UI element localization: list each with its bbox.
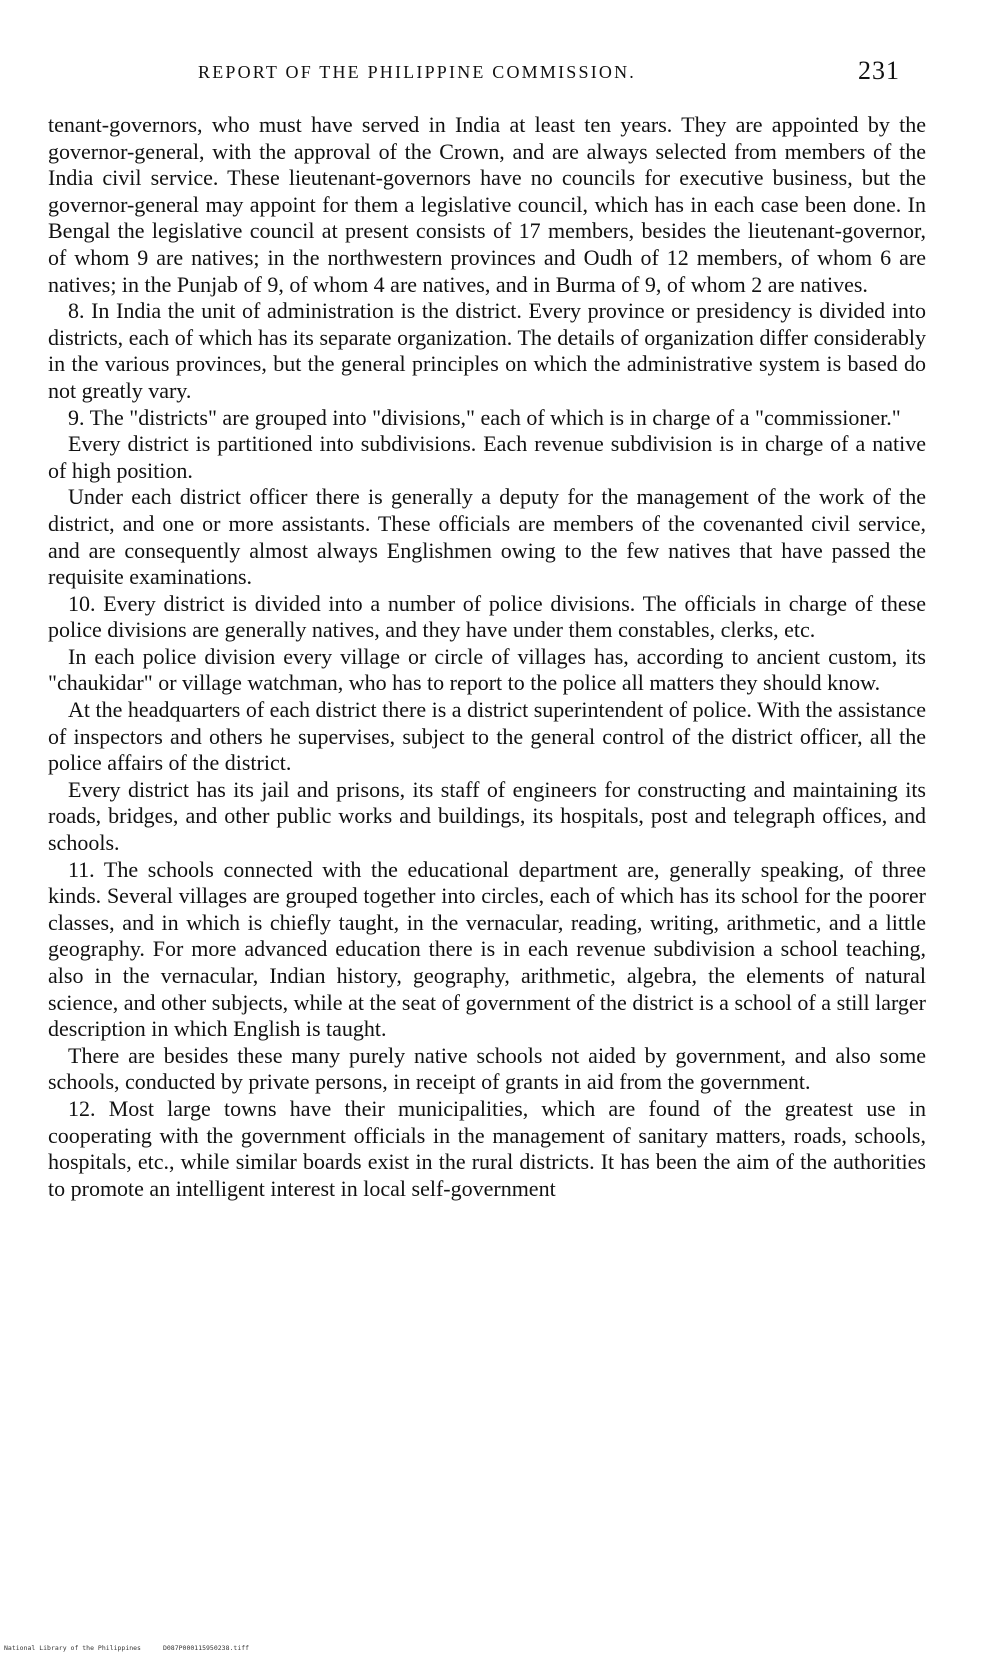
paragraph-5: Under each district officer there is generally a deputy for the management of the work of the district, and one or more assistants. These officials are members of the covenanted civil service, and are consequently almost always Englishmen owing to the few natives that have passed the requisite examinations. xyxy=(48,484,926,590)
page-number: 231 xyxy=(858,56,900,85)
scan-footer xyxy=(4,1644,271,1652)
paragraph-6: 10. Every district is divided into a number of police divisions. The officials in charge of these police divisions are generally natives, and they have under them constables, clerks, etc. xyxy=(48,590,926,643)
running-title: REPORT OF THE PHILIPPINE COMMISSION. xyxy=(198,62,637,82)
paragraph-2: 8. In India the unit of administration is the district. Every province or presidency is divided into districts, each of which has its separate organization. The details of organization differ considerably in the various provinces, but the general principles on which the administrative system is based do not greatly vary. xyxy=(48,298,926,403)
body-text xyxy=(48,112,926,1202)
paragraph-10: 11. The schools connected with the educational department are, generally speaking, of three kinds. Several villages are grouped together into circles, each of which has its school for the poorer classes, and in which is chiefly taught, in the vernacular, reading, writing, arithmetic, and a little geography. For more advanced education there is in each revenue subdivision a school teaching, also in the vernacular, Indian history, geography, arithmetic, algebra, the elements of natural science, and other subjects, while at the seat of government of the district is a school of a still larger description in which English is taught. xyxy=(48,856,926,1042)
paragraph-12: 12. Most large towns have their municipalities, which are found of the greatest use in cooperating with the government officials in the management of sanitary matters, roads, schools, hospitals, etc., while similar boards exist in the rural districts. It has been the aim of the authorities to promote an intelligent interest in local self-government xyxy=(48,1095,926,1201)
footer-library: National Library of the Philippines xyxy=(4,1644,141,1652)
paragraph-4: Every district is partitioned into subdivisions. Each revenue subdivision is in charge of a native of high position. xyxy=(48,431,926,483)
paragraph-1: tenant-governors, who must have served in India at least ten years. They are appointed by the governor-general, with the approval of the Crown, and are always selected from members of the India civil service. These lieutenant-governors have no councils for executive business, but the governor-general may appoint for them a legislative council, which has in each case been done. In Bengal the legislative council at present consists of 17 members, besides the lieutenant-governor, of whom 9 are natives; in the northwestern provinces and Oudh of 12 members, of whom 6 are natives; in the Punjab of 9, of whom 4 are natives, and in Burma of 9, of whom 2 are natives. xyxy=(48,112,926,297)
paragraph-9: Every district has its jail and prisons, its staff of engineers for constructing and maintaining its roads, bridges, and other public works and buildings, its hospitals, post and telegraph offices, and schools. xyxy=(48,776,926,856)
paragraph-3: 9. The "districts" are grouped into "divisions," each of which is in charge of a "commissioner." xyxy=(68,404,901,430)
running-header xyxy=(0,56,1003,88)
paragraph-11: There are besides these many purely native schools not aided by government, and also some schools, conducted by private persons, in receipt of grants in aid from the government. xyxy=(48,1042,926,1095)
paragraph-7: In each police division every village or circle of villages has, according to ancient custom, its "chaukidar" or village watchman, who has to report to the police all matters they should know. xyxy=(48,643,926,696)
paragraph-8: At the headquarters of each district there is a district superintendent of police. With the assistance of inspectors and others he supervises, subject to the general control of the district officer, all the police affairs of the district. xyxy=(48,697,926,776)
footer-file: D087P000115950238.tiff xyxy=(162,1644,250,1652)
